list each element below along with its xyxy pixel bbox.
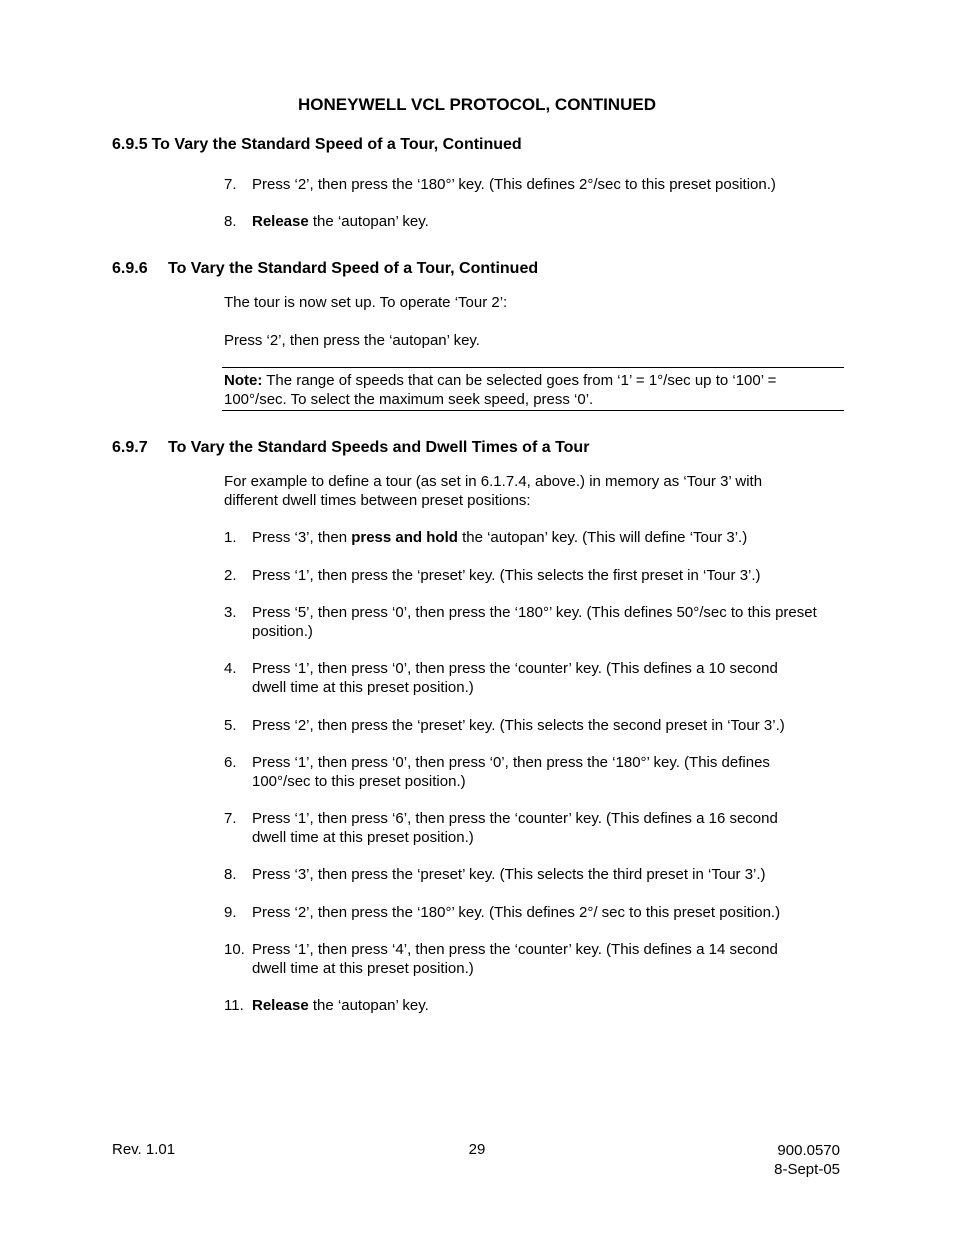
list-item-number: 10. bbox=[224, 941, 245, 958]
list-item bbox=[224, 212, 844, 231]
section-number: 6.9.6 bbox=[112, 260, 148, 277]
list-item-line: position.) bbox=[252, 623, 313, 640]
list-item-text: Press ‘2’, then press the ‘180°’ key. (This defines 2°/sec to this preset position.) bbox=[252, 176, 776, 193]
note-label: Note: bbox=[224, 372, 263, 389]
list-item-number: 8. bbox=[224, 213, 237, 230]
paragraph: Press ‘2’, then press the ‘autopan’ key. bbox=[224, 332, 480, 349]
list-item-number: 8. bbox=[224, 866, 237, 883]
list-item-number: 7. bbox=[224, 810, 237, 827]
section-heading-6-9-7 bbox=[112, 439, 589, 457]
list-item-text-pre: Press ‘3’, then bbox=[252, 529, 352, 546]
note-line: The range of speeds that can be selected goes from ‘1’ = 1°/sec up to ‘100’ = bbox=[262, 372, 777, 389]
list-item bbox=[224, 659, 844, 697]
list-item-text-post: the ‘autopan’ key. (This will define ‘Tour 3’.) bbox=[457, 529, 748, 546]
list-item bbox=[224, 753, 844, 791]
section-number: 6.9.7 bbox=[112, 439, 148, 456]
list-item-text bbox=[252, 940, 844, 978]
list-item-text: Press ‘2’, then press the ‘preset’ key. (This selects the second preset in ‘Tour 3’.) bbox=[252, 717, 785, 734]
list-item bbox=[224, 603, 844, 641]
paragraph-line: For example to define a tour (as set in 6.1.7.4, above.) in memory as ‘Tour 3’ with bbox=[224, 473, 763, 490]
list-item-number: 3. bbox=[224, 604, 237, 621]
section-title: To Vary the Standard Speeds and Dwell Times of a Tour bbox=[168, 439, 590, 456]
list-item-text: Press ‘1’, then press the ‘preset’ key. (This selects the first preset in ‘Tour 3’.) bbox=[252, 567, 761, 584]
list-item bbox=[224, 716, 844, 735]
list-item bbox=[224, 903, 844, 922]
list-item-line: dwell time at this preset position.) bbox=[252, 960, 474, 977]
list-item-line: dwell time at this preset position.) bbox=[252, 679, 474, 696]
footer-date: 8-Sept-05 bbox=[774, 1161, 840, 1178]
list-item-number: 5. bbox=[224, 717, 237, 734]
list-item-text bbox=[252, 659, 844, 697]
list-item-text bbox=[252, 753, 844, 791]
list-item-number: 9. bbox=[224, 904, 237, 921]
list-item-number: 4. bbox=[224, 660, 237, 677]
list-item-line: 100°/sec to this preset position.) bbox=[252, 773, 466, 790]
footer-doc-number: 900.0570 bbox=[777, 1142, 840, 1159]
list-item-text bbox=[252, 996, 844, 1015]
list-item bbox=[224, 996, 844, 1015]
footer-page-number: 29 bbox=[468, 1141, 486, 1158]
list-item-text-rest: the ‘autopan’ key. bbox=[308, 997, 429, 1014]
section-number: 6.9.5 bbox=[112, 136, 148, 153]
note-box bbox=[222, 367, 844, 411]
list-item-line: Press ‘5’, then press ‘0’, then press the ‘180°’ key. (This defines 50°/sec to this preset bbox=[252, 604, 817, 621]
list-item-line: Press ‘1’, then press ‘4’, then press the ‘counter’ key. (This defines a 14 second bbox=[252, 941, 778, 958]
list-item-text-rest: the ‘autopan’ key. bbox=[308, 213, 429, 230]
list-item-line: Press ‘1’, then press ‘0’, then press the ‘counter’ key. (This defines a 10 second bbox=[252, 660, 778, 677]
note-line: 100°/sec. To select the maximum seek speed, press ‘0’. bbox=[224, 391, 594, 408]
list-item-text bbox=[252, 603, 844, 641]
bold-text: Release bbox=[252, 997, 309, 1014]
list-item-line: Press ‘1’, then press ‘0’, then press ‘0’, then press the ‘180°’ key. (This defines bbox=[252, 754, 770, 771]
bold-text: press and hold bbox=[351, 529, 458, 546]
paragraph bbox=[224, 472, 844, 510]
paragraph: The tour is now set up. To operate ‘Tour 2’: bbox=[224, 294, 508, 311]
list-item-number: 2. bbox=[224, 567, 237, 584]
list-item bbox=[224, 566, 844, 585]
list-item bbox=[224, 940, 844, 978]
list-item-text bbox=[252, 528, 844, 547]
paragraph-line: different dwell times between preset positions: bbox=[224, 492, 531, 509]
list-item-number: 6. bbox=[224, 754, 237, 771]
note-text bbox=[224, 371, 776, 409]
section-heading-6-9-5 bbox=[112, 136, 522, 154]
list-item-text bbox=[252, 212, 844, 231]
list-item-number: 7. bbox=[224, 176, 237, 193]
list-item-number: 11. bbox=[224, 997, 244, 1014]
bold-text: Release bbox=[252, 213, 309, 230]
section-heading-6-9-6 bbox=[112, 260, 538, 278]
list-item bbox=[224, 528, 844, 547]
list-item-number: 1. bbox=[224, 529, 237, 546]
list-item bbox=[224, 865, 844, 884]
section-title: To Vary the Standard Speed of a Tour, Continued bbox=[151, 136, 522, 153]
list-item-text: Press ‘3’, then press the ‘preset’ key. (This selects the third preset in ‘Tour 3’.) bbox=[252, 866, 766, 883]
list-item bbox=[224, 809, 844, 847]
list-item-line: Press ‘1’, then press ‘6’, then press the ‘counter’ key. (This defines a 16 second bbox=[252, 810, 778, 827]
footer-doc-info bbox=[774, 1141, 840, 1179]
list-item-text: Press ‘2’, then press the ‘180°’ key. (This defines 2°/ sec to this preset position.) bbox=[252, 904, 781, 921]
footer-revision: Rev. 1.01 bbox=[112, 1141, 176, 1158]
list-item bbox=[224, 175, 844, 194]
page-title: HONEYWELL VCL PROTOCOL, CONTINUED bbox=[298, 95, 656, 114]
list-item-line: dwell time at this preset position.) bbox=[252, 829, 474, 846]
list-item-text bbox=[252, 809, 844, 847]
section-title: To Vary the Standard Speed of a Tour, Continued bbox=[168, 260, 539, 277]
